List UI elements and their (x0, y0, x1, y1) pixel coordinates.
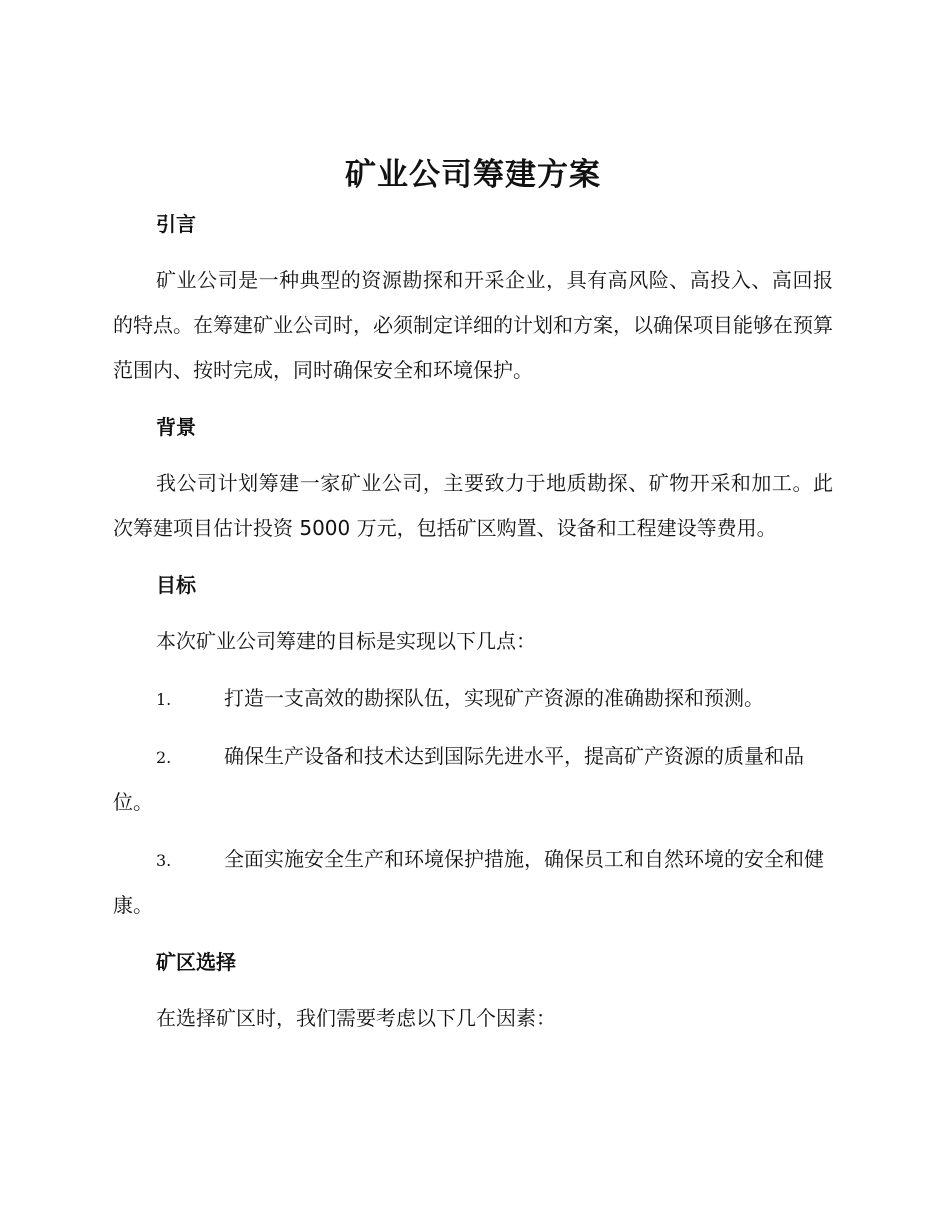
section-heading-site-selection: 矿区选择 (156, 950, 236, 974)
list-number: 2. (156, 748, 172, 767)
site-selection-intro-paragraph: 在选择矿区时，我们需要考虑以下几个因素： (156, 1006, 556, 1030)
list-item-text: 确保生产设备和技术达到国际先进水平，提高矿产资源的质量和品位。 (113, 744, 804, 814)
background-paragraph: 我公司计划筹建一家矿业公司，主要致力于地质勘探、矿物开采和加工。此次筹建项目估计投资 5000 万元，包括矿区购置、设备和工程建设等费用。 (113, 471, 833, 540)
list-number: 3. (156, 851, 172, 870)
intro-paragraph: 矿业公司是一种典型的资源勘探和开采企业，具有高风险、高投入、高回报的特点。在筹建矿业公司时，必须制定详细的计划和方案，以确保项目能够在预算范围内、按时完成，同时确保安全和环境保护。 (113, 268, 833, 382)
section-heading-background: 背景 (156, 415, 196, 439)
goal-list-item-1 (113, 676, 833, 722)
document-page (113, 148, 833, 1041)
list-item-text: 全面实施安全生产和环境保护措施，确保员工和自然环境的安全和健康。 (113, 847, 824, 917)
section-heading-goals: 目标 (156, 573, 196, 597)
goal-list-item-3 (113, 837, 833, 928)
list-number: 1. (156, 690, 172, 709)
list-item-text: 打造一支高效的勘探队伍，实现矿产资源的准确勘探和预测。 (224, 686, 764, 710)
section-heading-intro: 引言 (156, 212, 196, 236)
goals-intro-paragraph: 本次矿业公司筹建的目标是实现以下几点： (156, 629, 536, 653)
goal-list-item-2 (113, 734, 833, 825)
document-title: 矿业公司筹建方案 (345, 157, 601, 193)
